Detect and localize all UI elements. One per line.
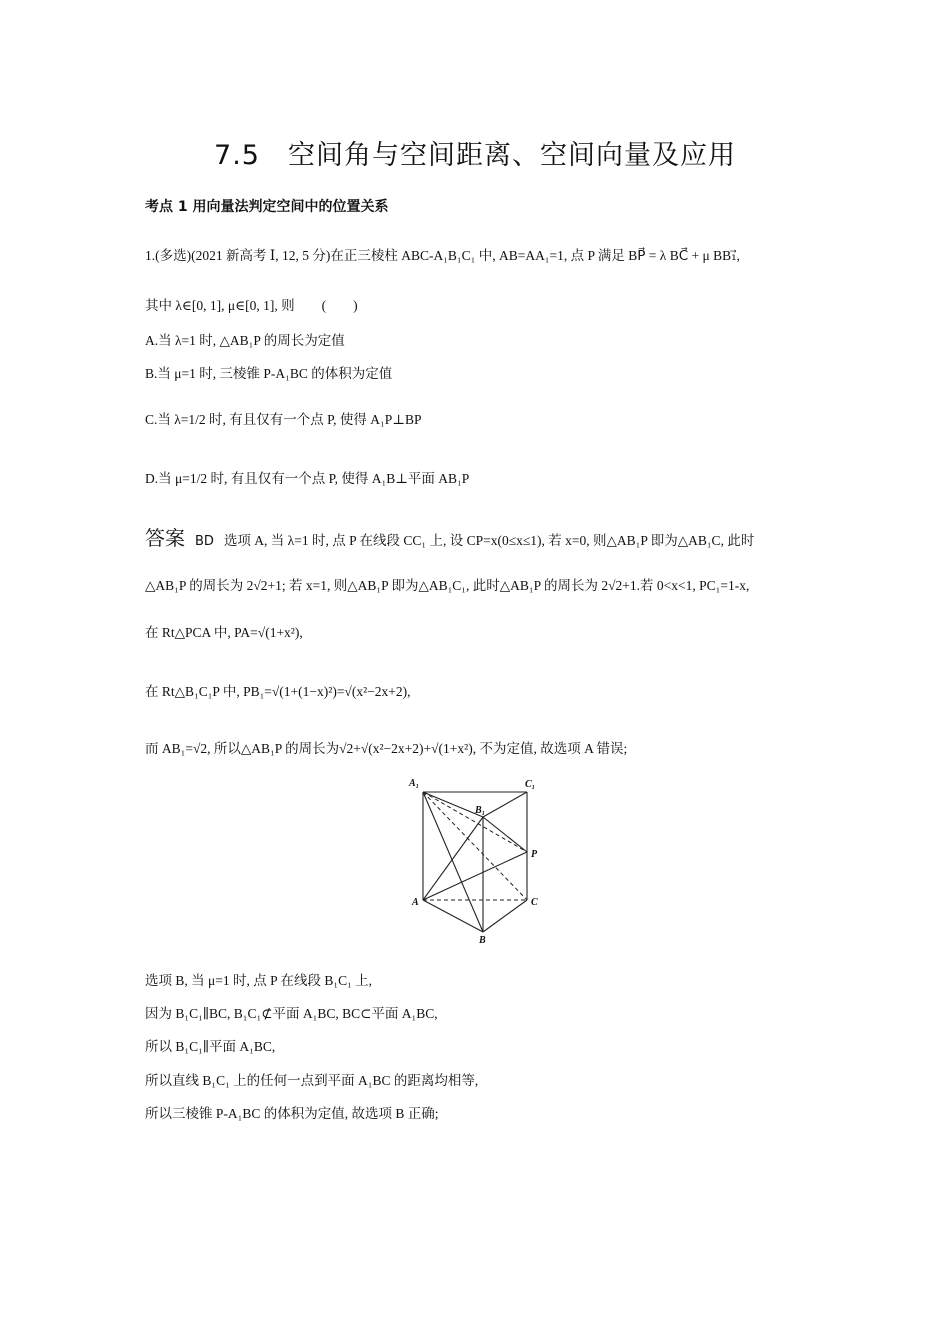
answer-line-10: 所以三棱锥 P-A₁BC 的体积为定值, 故选项 B 正确;: [145, 1106, 439, 1121]
prism-figure: [405, 772, 555, 947]
answer-line-6: 选项 B, 当 μ=1 时, 点 P 在线段 B₁C₁ 上,: [145, 973, 373, 988]
segment-ap: [423, 852, 527, 900]
answer-line-4: 在 Rt△B₁C₁P 中, PB₁=√(1+(1−x)²)=√(x²−2x+2),: [145, 684, 411, 699]
answer-key: BD: [195, 534, 214, 549]
answer-line-3: 在 Rt△PCA 中, PA=√(1+x²),: [145, 625, 303, 640]
option-c: C.当 λ=1/2 时, 有且仅有一个点 P, 使得 A₁P⊥BP: [145, 412, 422, 427]
segment-ab1: [423, 817, 483, 900]
edge-bc: [483, 900, 527, 932]
edge-b1c1: [483, 792, 527, 817]
option-d: D.当 μ=1/2 时, 有且仅有一个点 P, 使得 A₁B⊥平面 AB₁P: [145, 471, 470, 486]
section-heading: 考点 1 用向量法判定空间中的位置关系: [145, 199, 389, 215]
answer-line-5: 而 AB₁=√2, 所以△AB₁P 的周长为√2+√(x²−2x+2)+√(1+x²), 不为定值, 故选项 A 错误;: [145, 741, 628, 756]
option-a: A.当 λ=1 时, △AB₁P 的周长为定值: [145, 333, 345, 348]
page-title: 7.5 空间角与空间距离、空间向量及应用: [214, 140, 736, 171]
label-p: P: [531, 849, 538, 860]
label-a1: A₁: [409, 778, 420, 789]
answer-line-2: △AB₁P 的周长为 2√2+1; 若 x=1, 则△AB₁P 即为△AB₁C₁, 此时△AB₁P 的周长为 2√2+1.若 0<x<1, PC₁=1-x,: [145, 578, 750, 593]
answer-label: 答案: [145, 526, 185, 550]
label-b1: B₁: [475, 805, 486, 816]
question-stem: 1.(多选)(2021 新高考 Ⅰ, 12, 5 分)在正三棱柱 ABC-A₁B₁C₁ 中, AB=AA₁=1, 点 P 满足 BP⃗ = λ BC⃗ + μ BB₁⃗,: [145, 248, 740, 263]
label-a: A: [412, 897, 419, 908]
label-c1: C₁: [525, 779, 536, 790]
question-stem-range: 其中 λ∈[0, 1], μ∈[0, 1], 则 ( ): [145, 298, 358, 313]
option-b: B.当 μ=1 时, 三棱锥 P-A₁BC 的体积为定值: [145, 366, 393, 381]
edge-ab: [423, 900, 483, 932]
answer-line-8: 所以 B₁C₁∥平面 A₁BC,: [145, 1039, 276, 1054]
label-b: B: [479, 935, 486, 946]
answer-line-9: 所以直线 B₁C₁ 上的任何一点到平面 A₁BC 的距离均相等,: [145, 1073, 479, 1088]
segment-b1p: [483, 817, 527, 852]
answer-text: 选项 A, 当 λ=1 时, 点 P 在线段 CC₁ 上, 设 CP=x(0≤x≤1), 若 x=0, 则△AB₁P 即为△AB₁C, 此时: [223, 533, 755, 548]
answer-line-1: [145, 522, 754, 551]
answer-line-7: 因为 B₁C₁∥BC, B₁C₁⊄平面 A₁BC, BC⊂平面 A₁BC,: [145, 1006, 438, 1021]
label-c: C: [531, 897, 538, 908]
